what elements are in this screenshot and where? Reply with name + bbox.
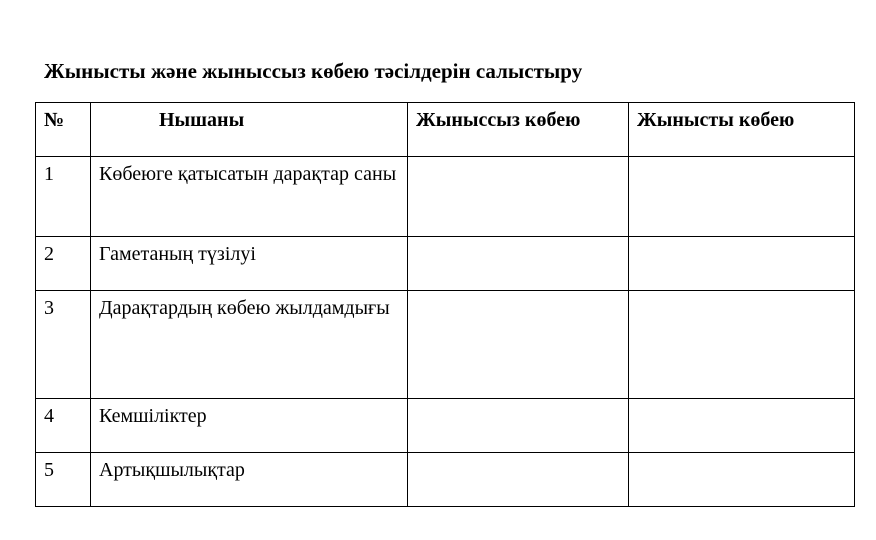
row-sexual-cell: [629, 291, 855, 399]
header-asexual: [408, 103, 629, 157]
row-feature-cell: [91, 157, 408, 237]
header-feature-label: Нышаны: [159, 109, 245, 131]
header-sexual: [629, 103, 855, 157]
row-number-cell: [36, 157, 91, 237]
row-number-cell: [36, 399, 91, 453]
row-sexual-cell: [629, 237, 855, 291]
header-number-label: №: [44, 109, 65, 131]
row-sexual-value: [629, 237, 854, 241]
row-sexual-value: [629, 453, 854, 457]
comparison-table: [35, 102, 855, 507]
row-number: 3: [44, 297, 54, 319]
row-feature-cell: [91, 399, 408, 453]
table-row: [36, 399, 855, 453]
row-number-cell: [36, 237, 91, 291]
row-feature: Артықшылықтар: [99, 459, 245, 481]
row-number: 4: [44, 405, 54, 427]
header-sexual-label: Жынысты көбею: [637, 109, 795, 131]
row-sexual-cell: [629, 453, 855, 507]
row-number: 5: [44, 459, 54, 481]
row-asexual-cell: [408, 237, 629, 291]
row-feature-cell: [91, 237, 408, 291]
row-number: 1: [44, 163, 54, 185]
row-feature: Көбеюге қатысатын дарақтар саны: [99, 163, 397, 185]
row-asexual-value: [408, 157, 628, 161]
row-feature: Гаметаның түзілуі: [99, 243, 256, 265]
header-asexual-label: Жыныссыз көбею: [416, 109, 581, 131]
row-sexual-cell: [629, 157, 855, 237]
table-row: [36, 291, 855, 399]
row-feature: Кемшіліктер: [99, 405, 207, 427]
row-asexual-value: [408, 453, 628, 457]
row-number-cell: [36, 291, 91, 399]
row-asexual-cell: [408, 291, 629, 399]
row-sexual-cell: [629, 399, 855, 453]
row-asexual-cell: [408, 399, 629, 453]
row-asexual-value: [408, 291, 628, 295]
row-asexual-cell: [408, 453, 629, 507]
row-number-cell: [36, 453, 91, 507]
table-header-row: [36, 103, 855, 157]
header-feature: [91, 103, 408, 157]
document-title: Жынысты және жыныссыз көбею тәсілдерін салыстыру: [44, 59, 583, 83]
row-sexual-value: [629, 399, 854, 403]
row-feature-cell: [91, 453, 408, 507]
row-sexual-value: [629, 291, 854, 295]
header-number: [36, 103, 91, 157]
row-feature: Дарақтардың көбею жылдамдығы: [99, 297, 390, 319]
row-asexual-value: [408, 399, 628, 403]
row-asexual-cell: [408, 157, 629, 237]
row-number: 2: [44, 243, 54, 265]
table-row: [36, 237, 855, 291]
row-feature-cell: [91, 291, 408, 399]
table-row: [36, 453, 855, 507]
row-sexual-value: [629, 157, 854, 161]
table-row: [36, 157, 855, 237]
row-asexual-value: [408, 237, 628, 241]
